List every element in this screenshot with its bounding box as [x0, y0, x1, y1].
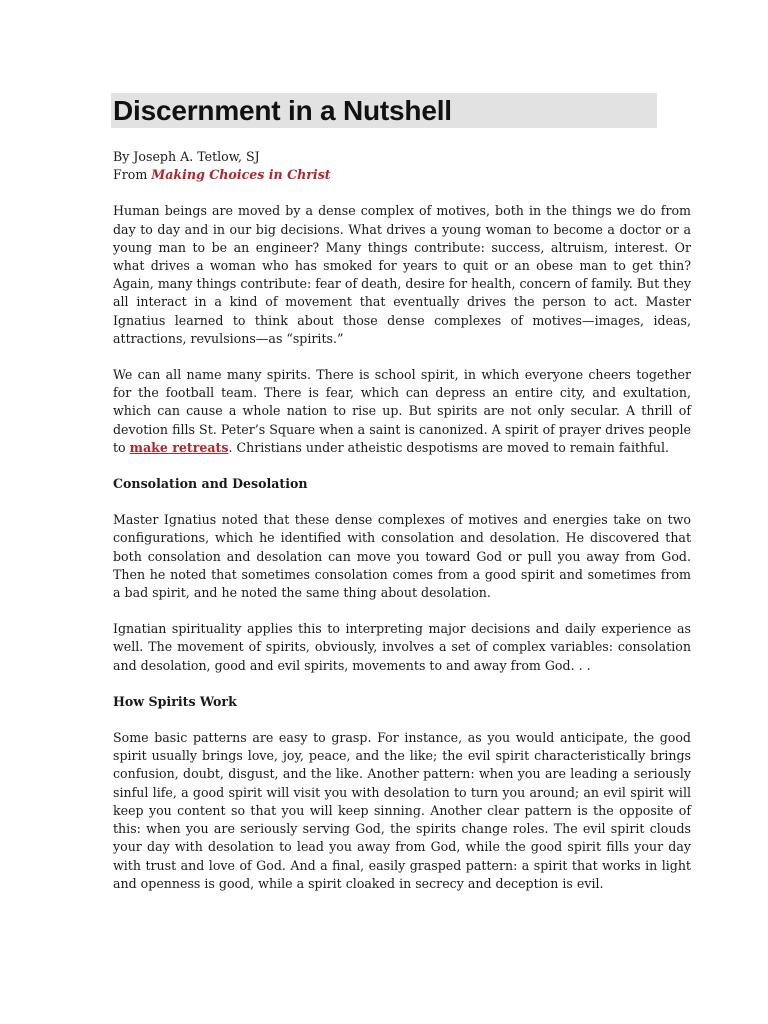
- paragraph-spirits-text-b: . Christians under atheistic despotisms are moved to remain faithful.: [228, 439, 670, 455]
- paragraph-motives: Human beings are moved by a dense complex of motives, both in the things we do from day to day and in our big decisions. What drives a young woman to become a doctor or a young man to be an engineer? Many things contribute: success, altruism, interest. Or what drives a woman who has smoked for years to quit or an obese man to get thin? Again, many things contribute: fear of death, desire for health, concern of family. But they all interact in a kind of movement that eventually drives the person to act. Master Ignatius learned to think about those dense complexes of motives—images, ideas, attractions, revulsions—as “spirits.”: [113, 203, 691, 346]
- paragraph-patterns: Some basic patterns are easy to grasp. For instance, as you would anticipate, the good spirit usually brings love, joy, peace, and the like; the evil spirit characteristically brings confusion, doubt, disgust, and the like. Another pattern: when you are leading a seriously sinful life, a good spirit will visit you with desolation to turn you around; an evil spirit will keep you content so that you will keep sinning. Another clear pattern is the opposite of this: when you are seriously serving God, the spirits change roles. The evil spirit clouds your day with desolation to lead you away from God, while the good spirit fills your day with trust and love of God. And a final, easily grasped pattern: a spirit that works in light and openness is good, while a spirit cloaked in secrecy and deception is evil.: [113, 730, 691, 891]
- section-heading-consolation: Consolation and Desolation: [113, 476, 308, 492]
- document-body: [113, 148, 691, 893]
- source-book-title: Making Choices in Christ: [151, 167, 331, 183]
- paragraph-spirits-text-a: We can all name many spirits. There is school spirit, in which everyone cheers together for the football team. There is fear, which can depress an entire city, and exultation, which can cause a whole nation to rise up. But spirits are not only secular. A thrill of devotion fills St. Peter’s Square when a saint is canonized. A spirit of prayer drives people to: [113, 367, 691, 455]
- paragraph-ignatian: Ignatian spirituality applies this to interpreting major decisions and daily experience as well. The movement of spirits, obviously, involves a set of complex variables: consolation and desolation, good and evil spirits, movements to and away from God. . .: [113, 621, 691, 673]
- source-prefix: From: [113, 167, 152, 183]
- source-line: [113, 166, 691, 184]
- author-byline: By Joseph A. Tetlow, SJ: [113, 149, 260, 164]
- page-title: Discernment in a Nutshell: [113, 95, 452, 126]
- paragraph-configurations: Master Ignatius noted that these dense complexes of motives and energies take on two configurations, which he identified with consolation and desolation. He discovered that both consolation and desolation can move you toward God or pull you away from God. Then he noted that sometimes consolation comes from a good spirit and sometimes from a bad spirit, and he noted the same thing about desolation.: [113, 512, 691, 601]
- paragraph-spirits: [113, 366, 691, 457]
- section-heading-spirits-work: How Spirits Work: [113, 693, 237, 709]
- make-retreats-link[interactable]: make retreats: [129, 439, 229, 455]
